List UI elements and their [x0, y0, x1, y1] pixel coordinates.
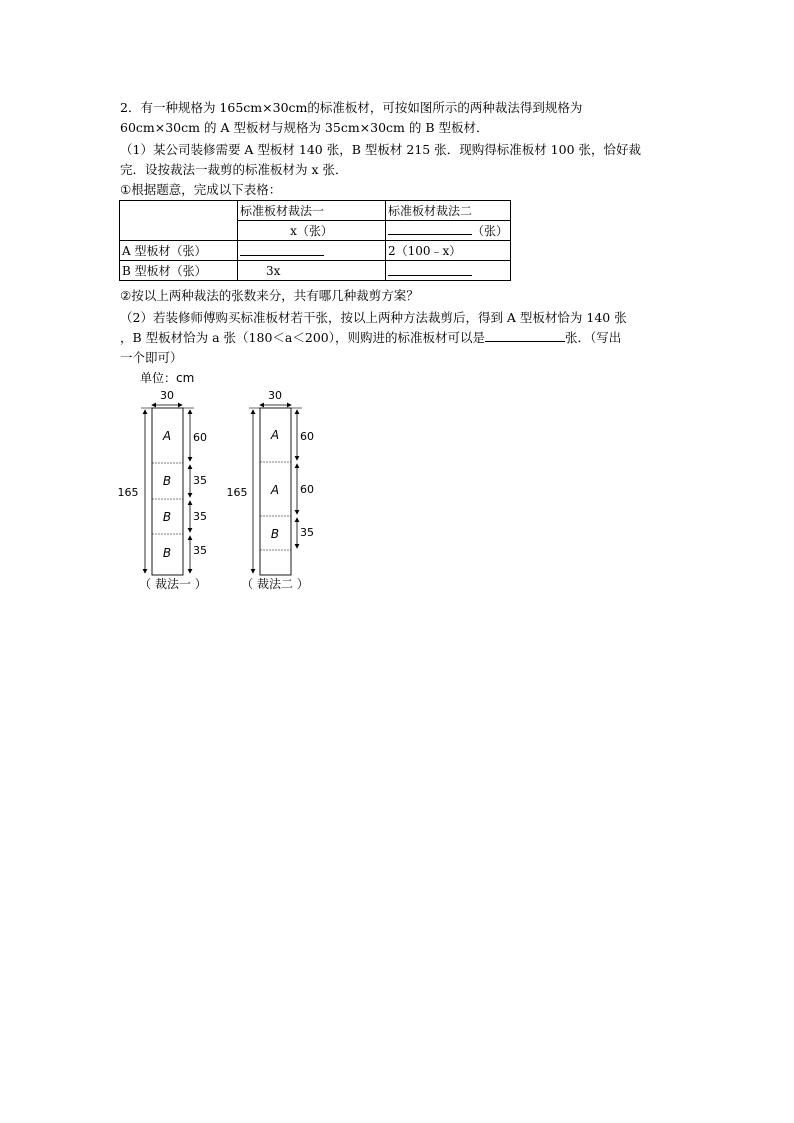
row-b-method-2-blank[interactable] — [388, 263, 472, 276]
problem-line-8a: ，B 型板材恰为 a 张（180＜a＜200），则购进的标准板材可以是 — [120, 330, 485, 345]
problem-line-2: 60cm×30cm 的 A 型板材与规格为 35cm×30cm 的 B 型板材． — [120, 120, 489, 135]
method-1-piece-4: B — [162, 546, 172, 560]
row-b-method-1: 3x — [238, 261, 386, 281]
row-b-method-2-cell — [386, 261, 511, 281]
problem-line-5: ①根据题意，完成以下表格： — [120, 182, 282, 197]
cutting-diagram — [110, 368, 350, 598]
problem-line-6: ②按以上两种裁法的张数来分，共有哪几种裁剪方案？ — [120, 288, 419, 303]
row-a-method-1-blank[interactable] — [240, 243, 324, 256]
method-2-diagram — [227, 389, 315, 591]
problem-line-1: 2．有一种规格为 165cm×30cm的标准板材，可按如图所示的两种裁法得到规格为 — [120, 100, 583, 115]
header-method-2: 标准板材裁法二 — [386, 201, 511, 221]
row-a-method-2: 2（100﹣x） — [386, 241, 511, 261]
method-1-total-label: 165 — [117, 486, 139, 499]
method-2-piece-1: A — [270, 428, 280, 442]
method-1-size-1: 60 — [193, 431, 207, 444]
method-2-size-1: 60 — [300, 430, 314, 443]
method-1-piece-3: B — [162, 510, 172, 524]
count-method-2-suffix: （张） — [472, 224, 509, 238]
answer-table — [119, 200, 511, 281]
method-2-size-3: 35 — [300, 526, 314, 539]
problem-line-4: 完．设按裁法一裁剪的标准板材为 x 张． — [120, 162, 348, 177]
method-2-piece-3: B — [270, 527, 280, 541]
method-1-size-2: 35 — [193, 474, 207, 487]
method-2-total-label: 165 — [226, 486, 248, 499]
method-2-width-label: 30 — [268, 389, 282, 402]
method-2-piece-2: A — [270, 483, 280, 497]
answer-blank[interactable] — [485, 329, 565, 342]
problem-line-8 — [120, 329, 621, 347]
method-2-caption: （ 裁法二 ） — [241, 577, 309, 591]
problem-line-3: （1）某公司装修需要 A 型板材 140 张，B 型板材 215 张．现购得标准板材 100 张，恰好裁 — [120, 142, 642, 157]
method-1-diagram — [118, 389, 208, 591]
row-a-method-1-cell — [238, 241, 386, 261]
method-1-piece-1: A — [162, 429, 172, 443]
unit-label: 单位：cm — [140, 371, 195, 385]
problem-line-8b: 张．（写出 — [564, 330, 622, 345]
method-2-size-2: 60 — [300, 483, 314, 496]
count-method-2-blank[interactable] — [388, 222, 472, 235]
method-1-caption: （ 裁法一 ） — [139, 577, 207, 591]
header-method-1: 标准板材裁法一 — [238, 201, 386, 221]
problem-line-7: （2）若装修师傅购买标准板材若干张，按以上两种方法裁剪后，得到 A 型板材恰为 140 张 — [120, 310, 627, 325]
row-a-label: A 型板材（张） — [120, 241, 238, 261]
problem-line-9: 一个即可） — [120, 350, 183, 365]
row-b-label: B 型板材（张） — [120, 261, 238, 281]
table-corner-cell — [120, 201, 238, 241]
count-method-2-cell — [386, 221, 511, 241]
method-1-width-label: 30 — [160, 389, 174, 402]
method-1-piece-2: B — [162, 474, 172, 488]
count-method-1: x（张） — [238, 221, 386, 241]
method-1-size-3: 35 — [193, 510, 207, 523]
method-1-size-4: 35 — [193, 544, 207, 557]
